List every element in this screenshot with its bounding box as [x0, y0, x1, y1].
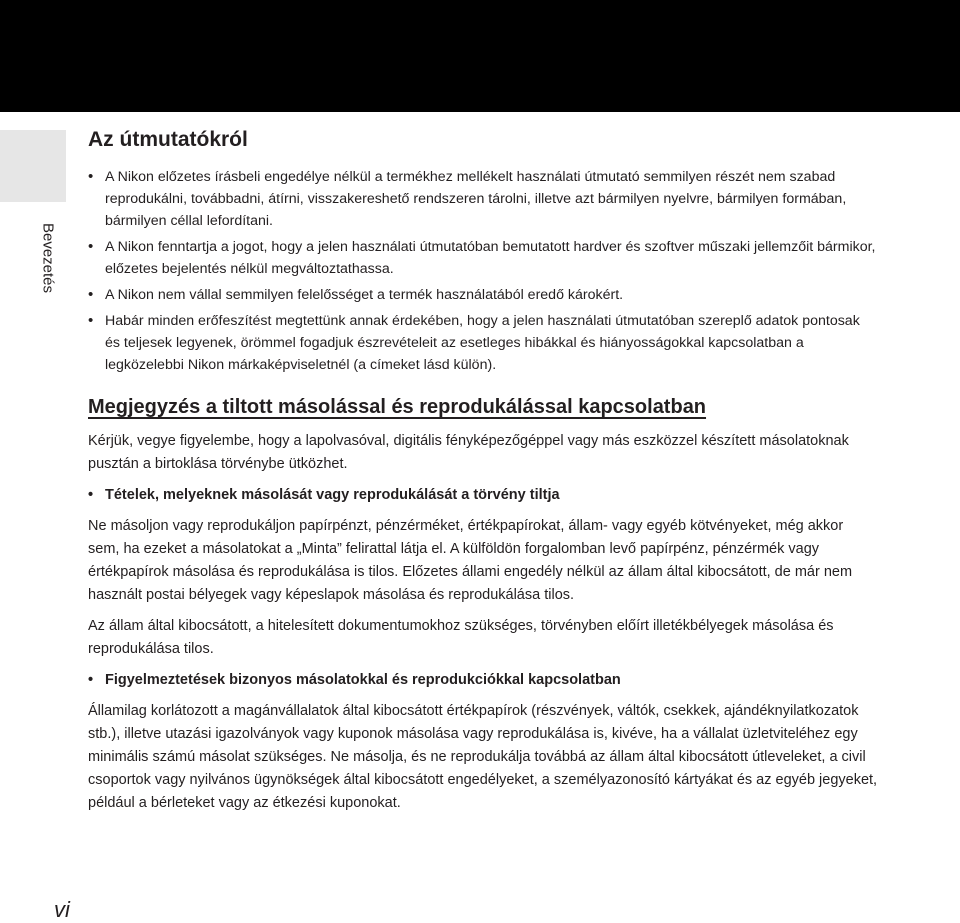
- section-title-copying-notice: Megjegyzés a tiltott másolással és reprodukálással kapcsolatban: [88, 396, 707, 418]
- list-item: • Habár minden erőfeszítést megtettünk annak érdekében, hogy a jelen használati útmutatóban szereplő adatok pontosak és teljesek legyenek, örömmel fogadjuk észrevételeit az esetleges hibákkal és hiányosságokkal kapcsolatban a legközelebbi Nikon márkaképviseletnél (a címeket lásd külön).: [88, 310, 878, 376]
- prohibited-items-paragraph: Ne másoljon vagy reprodukáljon papírpénzt, pénzérméket, értékpapírokat, állam- vagy egyéb kötvényeket, még akkor sem, ha ezeket a másolatokat a „Minta” felirattal látja el. A külföldön forgalomban levő papírpénz, pénzérmék vagy értékpapírok másolása és reprodukálása is tilos. Előzetes állami engedély nélkül az állam által kibocsátott, de már nem használt postai bélyegek vagy képeslapok másolása és reprodukálása tilos.: [88, 518, 853, 603]
- prohibited-stamps-paragraph: Az állam által kibocsátott, a hitelesített dokumentumokhoz szükséges, törvényben előírt illetékbélyegek másolása és reprodukálása tilos.: [88, 618, 834, 657]
- section-side-label: Bevezetés: [39, 222, 57, 294]
- section-tab-marker: [0, 130, 66, 202]
- copy-warnings-paragraph: Államilag korlátozott a magánvállalatok által kibocsátott értékpapírok (részvények, váltók, csekkek, ajándéknyilatkozatok stb.), illetve utazási igazolványok vagy kuponok másolása vagy reprodukálása is, kivéve, ha a vállalat üzletviteléhez egy minimális számú másolat szükséges. Ne másolja, és ne reprodukálja továbbá az állam által kibocsátott útleveleket, a civil csoportok vagy nyilvános ügynökségek által kibocsátott engedélyeket, a személyazonosító kártyákat és az egyéb jegyeket, például a bérleteket vagy az étkezési kuponokat.: [88, 703, 878, 811]
- list-item: • A Nikon előzetes írásbeli engedélye nélkül a termékhez mellékelt használati útmutató semmilyen részét nem szabad reprodukálni, továbbadni, átírni, visszakereshető rendszeren tárolni, illetve azt bármilyen nyelvre, bármilyen formában, bármilyen céllal lefordítani.: [88, 166, 878, 232]
- list-item: • A Nikon fenntartja a jogot, hogy a jelen használati útmutatóban bemutatott hardver és szoftver műszaki jellemzőit bármikor, előzetes bejelentés nélkül megváltoztathassa.: [88, 236, 878, 280]
- section-title-guides: Az útmutatókról: [88, 128, 248, 151]
- copying-intro-paragraph: Kérjük, vegye figyelembe, hogy a lapolvasóval, digitális fényképezőgéppel vagy más eszközzel készített másolatoknak pusztán a birtoklása törvénybe ütközhet.: [88, 433, 849, 472]
- top-black-bar: [0, 0, 960, 112]
- prohibited-items-heading: • Tételek, melyeknek másolását vagy reprodukálását a törvény tiltja: [88, 484, 878, 507]
- list-item: • A Nikon nem vállal semmilyen felelősséget a termék használatából eredő károkért.: [88, 284, 878, 306]
- copy-warnings-heading: • Figyelmeztetések bizonyos másolatokkal és reprodukciókkal kapcsolatban: [88, 669, 878, 692]
- page-content: [88, 126, 878, 823]
- page-number: vi: [54, 897, 70, 922]
- guides-bullet-list: [88, 166, 878, 376]
